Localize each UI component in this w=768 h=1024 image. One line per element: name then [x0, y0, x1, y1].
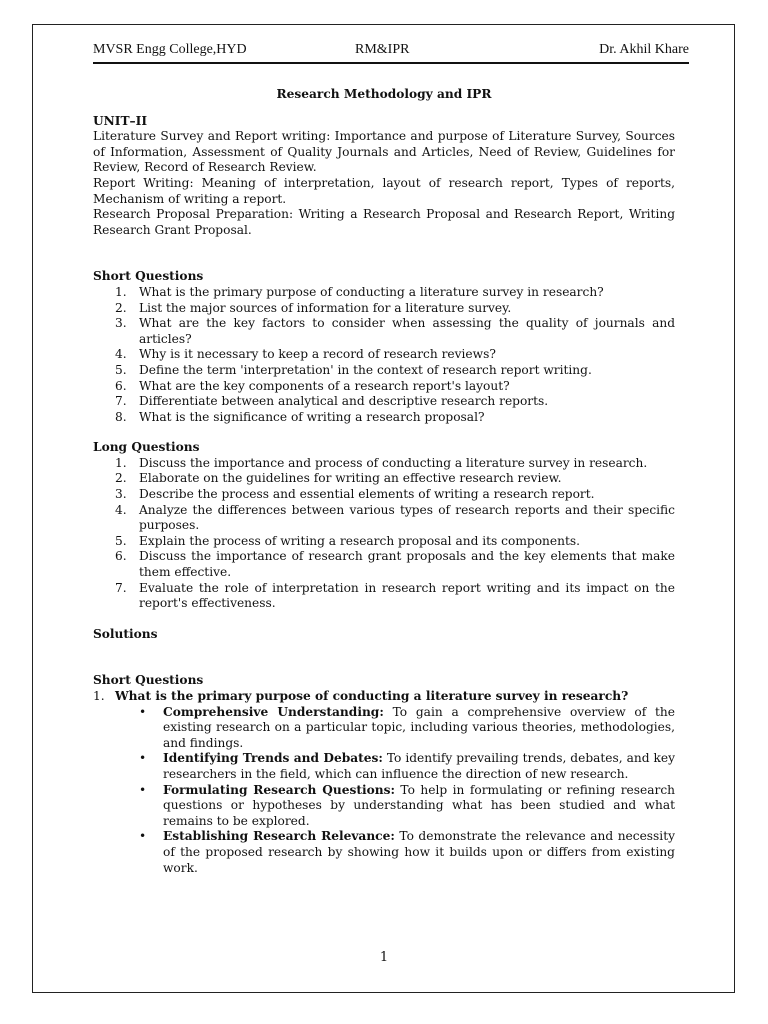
list-item: [93, 316, 675, 347]
list-item: [93, 487, 675, 503]
item-number: 5.: [115, 533, 127, 548]
list-item: [93, 534, 675, 550]
item-text: Why is it necessary to keep a record of research reviews?: [139, 347, 496, 362]
list-item: [93, 581, 675, 612]
item-text: List the major sources of information for a literature survey.: [139, 300, 512, 315]
item-text: What is the primary purpose of conducting a literature survey in research?: [139, 284, 604, 299]
item-number: 2.: [115, 471, 127, 486]
item-text: Describe the process and essential elements of writing a research report.: [139, 487, 595, 502]
list-item: [93, 503, 675, 534]
document-body: [93, 87, 675, 876]
item-number: 7.: [115, 580, 127, 595]
question-number: 1.: [93, 689, 105, 703]
item-text: Explain the process of writing a research proposal and its components.: [139, 533, 580, 548]
solution-bullet-list: [93, 705, 675, 877]
item-text: What is the significance of writing a research proposal?: [139, 409, 485, 424]
bullet-text: To gain a comprehensive overview of the existing research on a particular topic, including various theories, methodologies, and findings.: [163, 704, 675, 750]
solutions-heading: Solutions: [93, 626, 158, 641]
short-questions-heading: Short Questions: [93, 269, 204, 284]
list-item: [93, 394, 675, 410]
solutions-short-questions-heading: Short Questions: [93, 673, 204, 688]
header-course: RM&IPR: [355, 42, 410, 57]
item-text: What are the key components of a research report's layout?: [139, 378, 510, 393]
item-text: What are the key factors to consider when assessing the quality of journals and articles?: [139, 316, 675, 346]
item-text: Evaluate the role of interpretation in research report writing and its impact on the report's effectiveness.: [139, 580, 675, 611]
item-number: 1.: [115, 284, 127, 299]
bullet-icon: •: [139, 829, 147, 844]
bullet-icon: •: [139, 704, 147, 719]
list-item: [93, 379, 675, 395]
item-text: Discuss the importance and process of conducting a literature survey in research.: [139, 455, 648, 470]
bullet-term: Establishing Research Relevance:: [163, 829, 395, 844]
list-item: [93, 363, 675, 379]
item-number: 4.: [115, 347, 127, 362]
unit-heading: UNIT–II: [93, 113, 148, 128]
list-item: [93, 285, 675, 301]
item-number: 2.: [115, 300, 127, 315]
item-number: 3.: [115, 316, 127, 331]
page-number: 1: [379, 950, 389, 965]
item-text: Define the term 'interpretation' in the context of research report writing.: [139, 362, 592, 377]
document-title: Research Methodology and IPR: [276, 87, 492, 101]
item-number: 4.: [115, 502, 127, 517]
item-text: Discuss the importance of research grant proposals and the key elements that make them effective.: [139, 549, 675, 580]
long-questions-heading: Long Questions: [93, 440, 200, 455]
long-questions-list: [93, 456, 675, 612]
solution-question: [93, 689, 675, 705]
header-rule: [93, 62, 689, 64]
bullet-item: [93, 783, 675, 830]
unit-paragraph: Report Writing: Meaning of interpretation, layout of research report, Types of reports, Mechanism of writing a report.: [93, 175, 675, 206]
header-college: MVSR Engg College,HYD: [93, 42, 247, 57]
bullet-term: Comprehensive Understanding:: [163, 704, 384, 719]
bullet-term: Identifying Trends and Debates:: [163, 751, 383, 766]
unit-paragraph: Literature Survey and Report writing: Importance and purpose of Literature Survey, Sources of Information, Assessment of Quality Journals and Articles, Need of Review, Guidelines for Review, Record of Research Review.: [93, 129, 675, 175]
bullet-icon: •: [139, 751, 147, 766]
unit-paragraph: Research Proposal Preparation: Writing a Research Proposal and Research Report, Writing Research Grant Proposal.: [93, 207, 675, 237]
page-header: [93, 42, 689, 62]
list-item: [93, 410, 675, 426]
bullet-term: Formulating Research Questions:: [163, 782, 395, 797]
bullet-item: [93, 751, 675, 782]
item-number: 7.: [115, 394, 127, 409]
bullet-text: To identify prevailing trends, debates, and key researchers in the field, which can influence the direction of new research.: [163, 751, 675, 781]
header-author: Dr. Akhil Khare: [599, 42, 689, 57]
bullet-item: [93, 829, 675, 876]
item-number: 5.: [115, 362, 127, 377]
question-text: What is the primary purpose of conducting a literature survey in research?: [115, 689, 629, 703]
item-text: Analyze the differences between various types of research reports and their specific purposes.: [139, 502, 675, 533]
item-number: 6.: [115, 378, 127, 393]
bullet-text: To demonstrate the relevance and necessity of the proposed research by showing how it builds upon or differs from existing work.: [163, 829, 675, 875]
item-text: Differentiate between analytical and descriptive research reports.: [139, 394, 549, 409]
list-item: [93, 347, 675, 363]
list-item: [93, 549, 675, 580]
bullet-icon: •: [139, 782, 147, 797]
list-item: [93, 301, 675, 317]
item-text: Elaborate on the guidelines for writing an effective research review.: [139, 471, 562, 486]
list-item: [93, 471, 675, 487]
item-number: 1.: [115, 455, 127, 470]
item-number: 3.: [115, 487, 127, 502]
item-number: 8.: [115, 409, 127, 424]
item-number: 6.: [115, 549, 127, 564]
bullet-text: To help in formulating or refining research questions or hypotheses by understanding what has been studied and what remains to be explored.: [163, 782, 675, 828]
list-item: [93, 456, 675, 472]
bullet-item: [93, 705, 675, 752]
short-questions-list: [93, 285, 675, 425]
